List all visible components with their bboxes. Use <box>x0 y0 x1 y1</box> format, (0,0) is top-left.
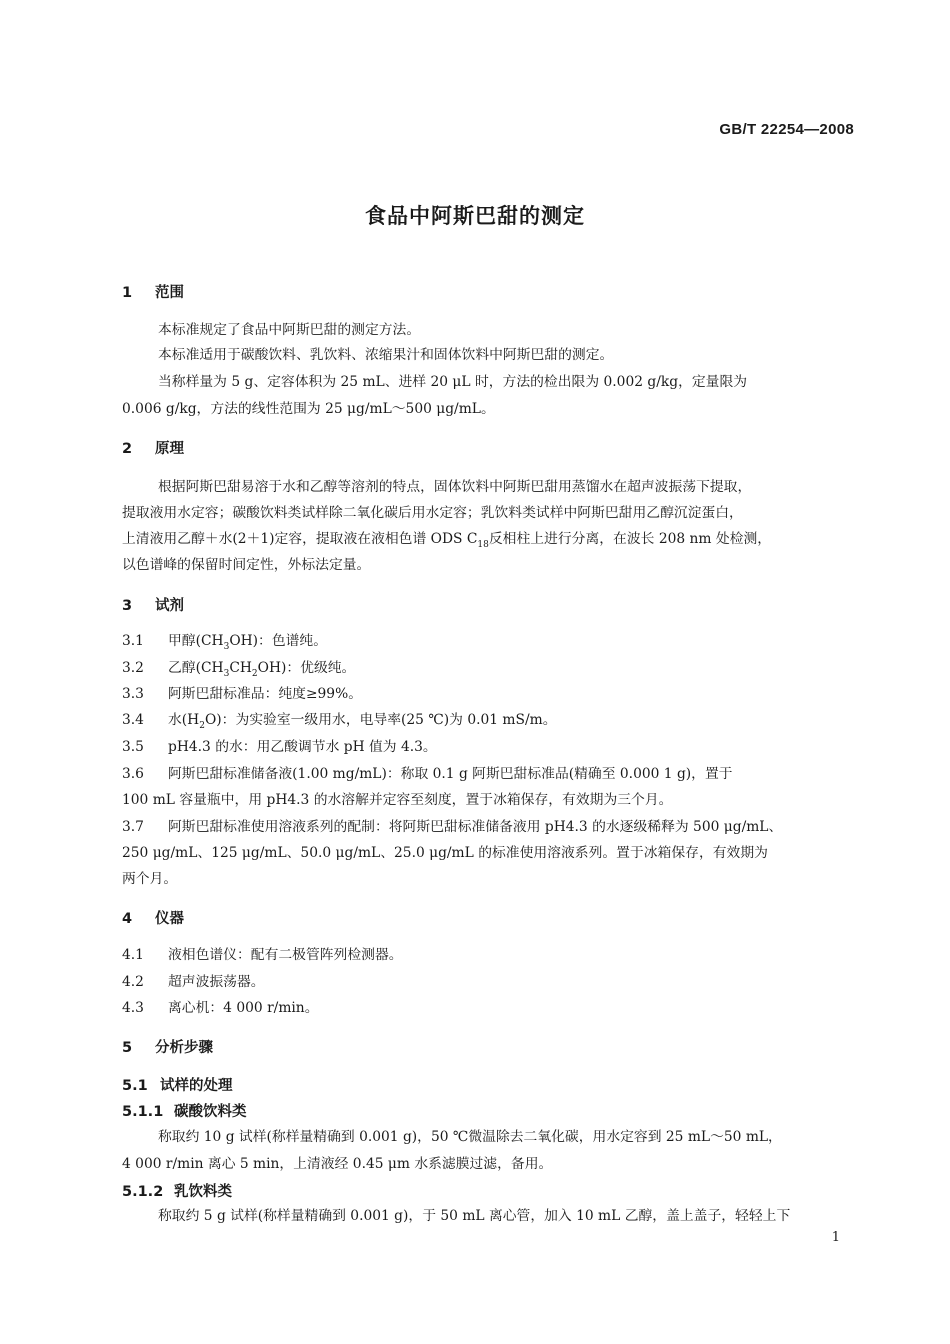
section-title: 范围 <box>155 285 184 301</box>
standard-number: GB/T 22254—2008 <box>719 121 854 138</box>
item-number: 4.1 <box>122 947 144 963</box>
subsection-number: 5.1.1 <box>122 1104 164 1120</box>
item-text: 液相色谱仪：配有二极管阵列检测器。 <box>168 947 403 963</box>
item-number: 3.2 <box>122 660 144 676</box>
item-text: 超声波振荡器。 <box>168 974 265 990</box>
item-number: 4.2 <box>122 974 144 990</box>
subsection-5-1-2-heading <box>122 1180 232 1201</box>
item-number: 3.7 <box>122 819 144 835</box>
section-1-heading <box>122 281 184 302</box>
s1-paragraph-3-line-2: 0.006 g/kg，方法的线性范围为 25 μg/mL～500 μg/mL。 <box>122 401 495 417</box>
section-title: 仪器 <box>155 911 184 927</box>
item-4-2 <box>122 972 265 992</box>
item-text: 阿斯巴甜标准储备液(1.00 mg/mL)：称取 0.1 g 阿斯巴甜标准品(精确至 0.000 1 g)，置于 <box>168 766 733 782</box>
item-text: OH)：色谱纯。 <box>229 633 328 649</box>
section-4-heading <box>122 907 184 928</box>
item-text: 离心机：4 000 r/min。 <box>168 1000 319 1016</box>
item-text: O)：为实验室一级用水，电导率(25 ℃)为 0.01 mS/m。 <box>204 712 557 728</box>
section-2-heading <box>122 437 184 458</box>
item-3-6-cont: 100 mL 容量瓶中，用 pH4.3 的水溶解并定容至刻度，置于冰箱保存，有效期为三个月。 <box>122 792 673 808</box>
subsection-title: 乳饮料类 <box>174 1184 232 1200</box>
subsection-5-1-heading <box>122 1074 233 1095</box>
item-text: CH <box>229 660 252 676</box>
subsection-number: 5.1 <box>122 1078 148 1094</box>
s2-line-3-subscript: 18 <box>477 539 489 550</box>
item-number: 3.3 <box>122 686 144 702</box>
subsection-title: 碳酸饮料类 <box>174 1104 247 1120</box>
section-5-heading <box>122 1036 213 1057</box>
item-text: 阿斯巴甜标准品：纯度≥99%。 <box>168 686 362 702</box>
item-text: 甲醇(CH <box>168 633 224 649</box>
s511-line-1: 称取约 10 g 试样(称样量精确到 0.001 g)，50 ℃微温除去二氧化碳，用水定容到 25 mL～50 mL， <box>158 1129 782 1145</box>
item-3-3 <box>122 684 362 704</box>
s2-line-4: 以色谱峰的保留时间定性，外标法定量。 <box>122 557 371 573</box>
section-number: 1 <box>122 285 133 301</box>
subsection-number: 5.1.2 <box>122 1184 164 1200</box>
item-3-1 <box>122 631 327 651</box>
s2-line-3 <box>122 529 771 549</box>
subscript: 2 <box>251 668 258 679</box>
item-3-4 <box>122 710 557 730</box>
section-title: 分析步骤 <box>155 1040 213 1056</box>
section-number: 2 <box>122 441 133 457</box>
item-number: 3.5 <box>122 739 144 755</box>
section-3-heading <box>122 594 184 615</box>
item-3-5 <box>122 737 437 757</box>
s1-paragraph-3-line-1: 当称样量为 5 g、定容体积为 25 mL、进样 20 μL 时，方法的检出限为 0.002 g/kg，定量限为 <box>158 374 748 390</box>
item-text: 乙醇(CH <box>168 660 224 676</box>
s2-line-1: 根据阿斯巴甜易溶于水和乙醇等溶剂的特点，固体饮料中阿斯巴甜用蒸馏水在超声波振荡下提取， <box>158 479 752 495</box>
item-3-7 <box>122 817 782 837</box>
subscript: 2 <box>199 720 205 731</box>
item-number: 3.4 <box>122 712 144 728</box>
item-text: pH4.3 的水：用乙酸调节水 pH 值为 4.3。 <box>168 739 437 755</box>
item-text: 水(H <box>168 712 200 728</box>
item-3-2 <box>122 658 355 678</box>
document-title: 食品中阿斯巴甜的测定 <box>365 204 585 228</box>
s512-line-1: 称取约 5 g 试样(称样量精确到 0.001 g)，于 50 mL 离心管，加入 10 mL 乙醇，盖上盖子，轻轻上下 <box>158 1208 791 1224</box>
s1-paragraph-2: 本标准适用于碳酸饮料、乳饮料、浓缩果汁和固体饮料中阿斯巴甜的测定。 <box>158 347 614 363</box>
subscript: 3 <box>223 668 230 679</box>
s2-line-3-part-a: 上清液用乙醇＋水(2＋1)定容，提取液在液相色谱 ODS C <box>122 531 478 547</box>
item-3-6 <box>122 764 733 784</box>
item-4-1 <box>122 945 403 965</box>
item-text: 阿斯巴甜标准使用溶液系列的配制：将阿斯巴甜标准储备液用 pH4.3 的水逐级稀释为 500 μg/mL、 <box>168 819 783 835</box>
item-4-3 <box>122 998 319 1018</box>
item-number: 3.1 <box>122 633 144 649</box>
subsection-5-1-1-heading <box>122 1100 247 1121</box>
page-number: 1 <box>831 1230 840 1245</box>
item-number: 3.6 <box>122 766 144 782</box>
subsection-title: 试样的处理 <box>160 1078 233 1094</box>
section-number: 4 <box>122 911 133 927</box>
section-title: 原理 <box>155 441 184 457</box>
subscript: 3 <box>223 641 230 652</box>
s511-line-2: 4 000 r/min 离心 5 min，上清液经 0.45 μm 水系滤膜过滤，备用。 <box>122 1156 553 1172</box>
item-number: 4.3 <box>122 1000 144 1016</box>
s2-line-2: 提取液用水定容；碳酸饮料类试样除二氧化碳后用水定容；乳饮料类试样中阿斯巴甜用乙醇沉淀蛋白， <box>122 505 743 521</box>
s2-line-3-part-b: 反相柱上进行分离，在波长 208 nm 处检测， <box>488 531 772 547</box>
section-number: 3 <box>122 598 133 614</box>
s1-paragraph-1: 本标准规定了食品中阿斯巴甜的测定方法。 <box>158 322 421 338</box>
item-3-7-cont-1: 250 μg/mL、125 μg/mL、50.0 μg/mL、25.0 μg/mL 的标准使用溶液系列。置于冰箱保存，有效期为 <box>122 845 768 861</box>
section-number: 5 <box>122 1040 133 1056</box>
item-3-7-cont-2: 两个月。 <box>122 871 178 887</box>
section-title: 试剂 <box>155 598 184 614</box>
item-text: OH)：优级纯。 <box>257 660 356 676</box>
